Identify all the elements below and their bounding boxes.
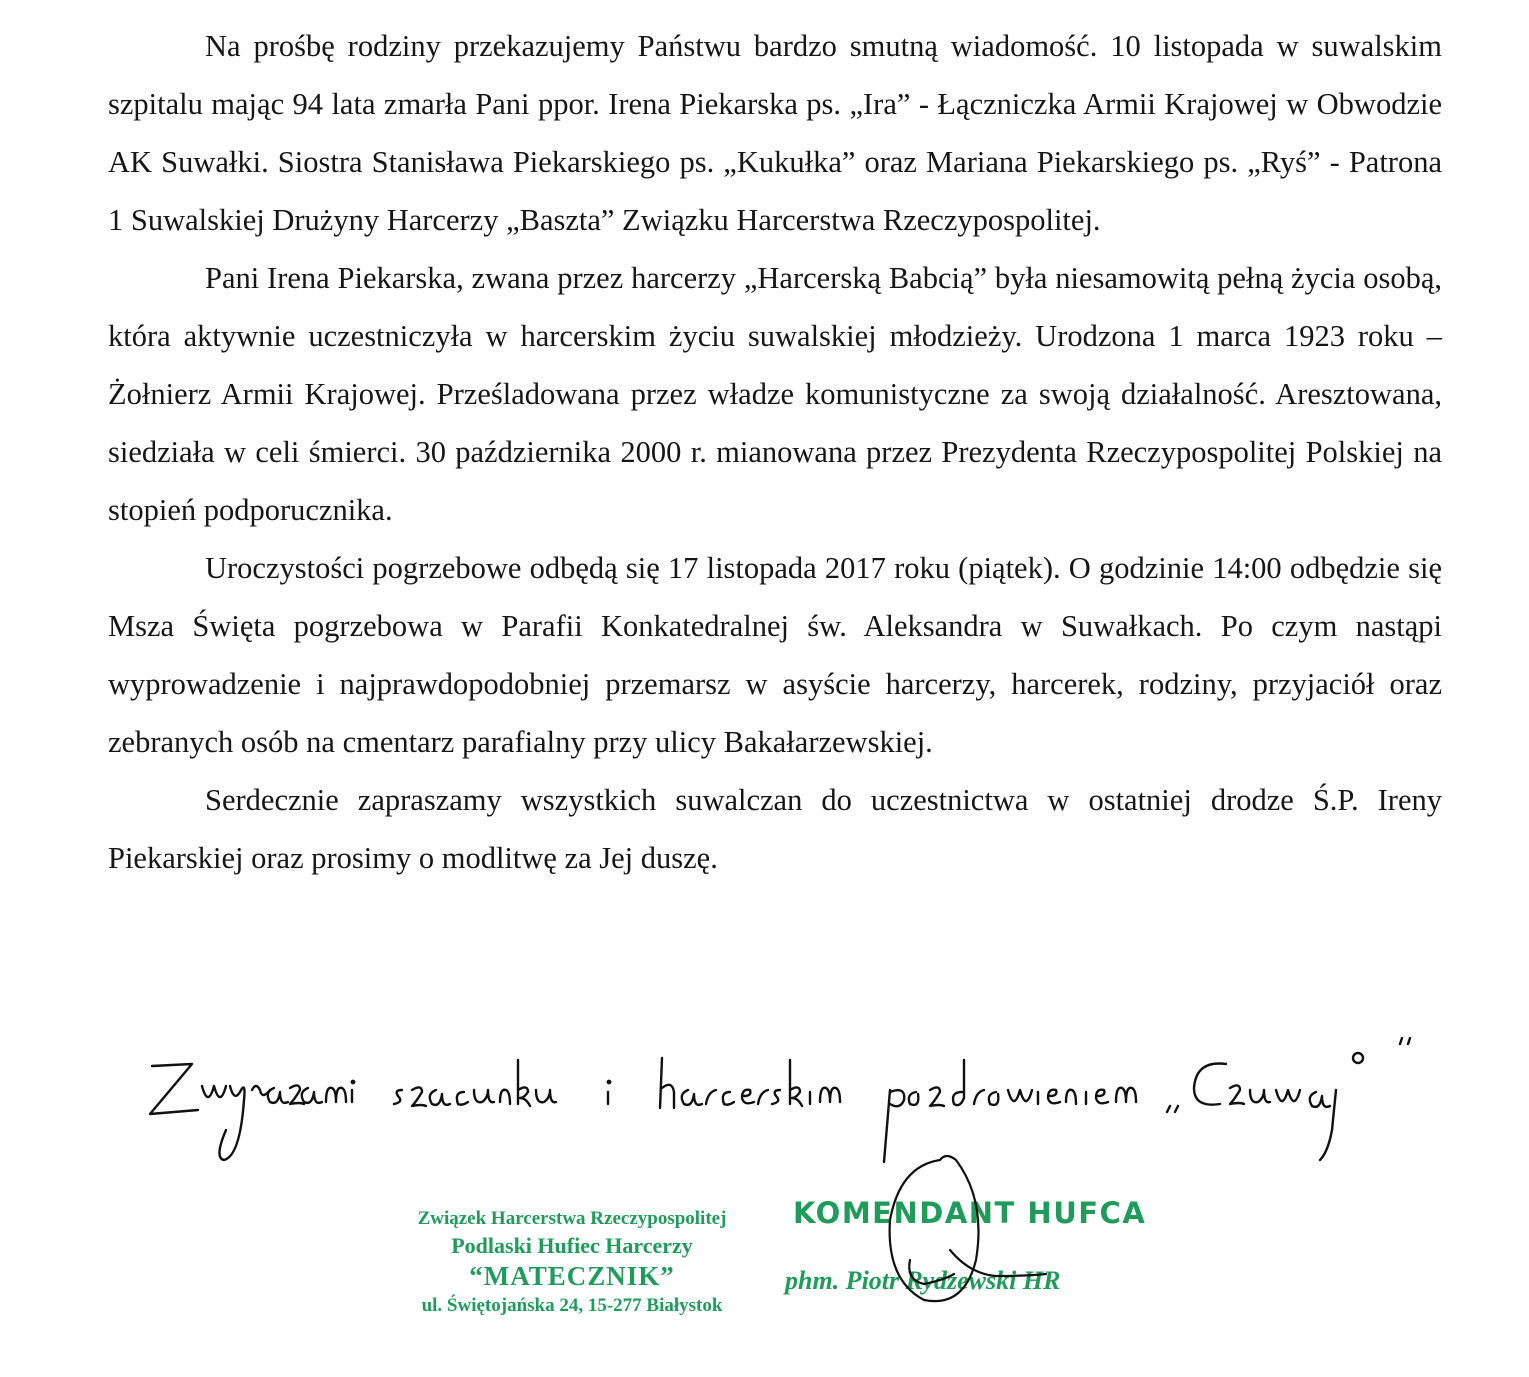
paragraph-announcement: Na prośbę rodziny przekazujemy Państwu bardzo smutną wiadomość. 10 listopada w suwalskim szpitalu mając 94 lata zmarła Pani ppor. Irena Piekarska ps. „Ira” - Łączniczka Armii Krajowej w Obwodzie AK Suwałki. Siostra Stanisława Piekarskiego ps. „Kukułka” oraz Mariana Piekarskiego ps. „Ryś” - Patrona 1 Suwalskiej Drużyny Harcerzy „Baszta” Związku Harcerstwa Rzeczypospolitej. — [108, 29, 1442, 237]
commander-title: KOMENDANT HUFCA — [793, 1196, 1147, 1230]
paragraph-funeral-details: Uroczystości pogrzebowe odbędą się 17 listopada 2017 roku (piątek). O godzinie 14:00 odbędzie się Msza Święta pogrzebowa w Parafii Konkatedralnej św. Aleksandra w Suwałkach. Po czym nastąpi wyprowadzenie i najprawdopodobniej przemarsz w asyście harcerzy, harcerek, rodziny, przyjaciół oraz zebranych osób na cmentarz parafialny przy ulicy Bakałarzewskiej. — [108, 551, 1442, 759]
stamp-org-line-1: Związek Harcerstwa Rzeczypospolitej — [417, 1208, 727, 1229]
paragraph-biography: Pani Irena Piekarska, zwana przez harcerzy „Harcerską Babcią” była niesamowitą pełną życia osobą, która aktywnie uczestniczyła w harcerskim życiu suwalskiej młodzieży. Urodzona 1 marca 1923 roku – Żołnierz Armii Krajowej. Prześladowana przez władze komunistyczne za swoją działalność. Aresztowana, siedziała w celi śmierci. 30 października 2000 r. mianowana przez Prezydenta Rzeczypospolitej Polskiej na stopień podporucznika. — [108, 261, 1442, 527]
handwritten-closing — [140, 1030, 1420, 1180]
stamp-org-line-3: “MATECZNIK” — [469, 1261, 675, 1291]
stamp-org-address: ul. Świętojańska 24, 15-277 Białystok — [421, 1295, 723, 1316]
stamp-org-line-2: Podlaski Hufiec Harcerzy — [451, 1233, 693, 1258]
paragraph-invitation: Serdecznie zapraszamy wszystkich suwalczan do uczestnictwa w ostatniej drodze Ś.P. Ireny Piekarskiej oraz prosimy o modlitwę za Jej duszę. — [108, 783, 1442, 875]
commander-signature — [880, 1150, 1060, 1310]
letter-body — [108, 17, 1442, 887]
commander-name: phm. Piotr Rydzewski HR — [785, 1266, 1061, 1295]
organization-stamp — [372, 1206, 772, 1320]
